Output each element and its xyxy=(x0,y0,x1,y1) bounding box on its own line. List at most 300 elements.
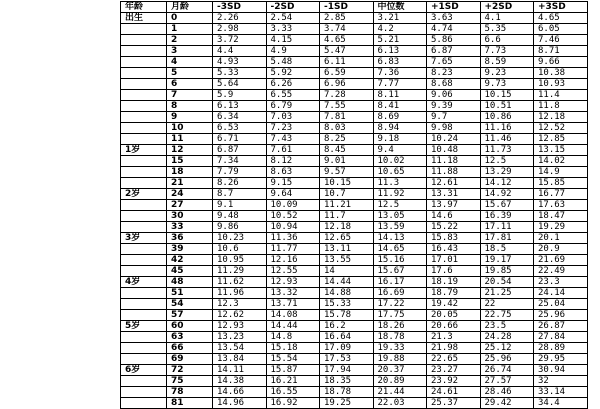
value-cell-minus-1sd: 6.11 xyxy=(320,57,374,68)
value-cell-median: 8.41 xyxy=(373,101,427,112)
value-cell-median: 21.44 xyxy=(373,387,427,398)
value-cell-minus-1sd: 17.53 xyxy=(320,354,374,365)
value-cell-minus-2sd: 4.15 xyxy=(266,35,320,46)
value-cell-plus-3sd: 25.04 xyxy=(534,299,588,310)
value-cell-plus-2sd: 20.54 xyxy=(480,277,534,288)
month-cell: 11 xyxy=(167,134,213,145)
value-cell-plus-1sd: 15.83 xyxy=(427,233,481,244)
age-cell xyxy=(121,90,167,101)
value-cell-plus-1sd: 11.18 xyxy=(427,156,481,167)
value-cell-minus-1sd: 18.78 xyxy=(320,387,374,398)
value-cell-median: 7.36 xyxy=(373,68,427,79)
value-cell-plus-1sd: 7.65 xyxy=(427,57,481,68)
value-cell-plus-1sd: 21.98 xyxy=(427,343,481,354)
value-cell-plus-3sd: 32 xyxy=(534,376,588,387)
value-cell-minus-2sd: 16.92 xyxy=(266,398,320,409)
value-cell-minus-3sd: 6.87 xyxy=(213,145,267,156)
value-cell-plus-1sd: 17.6 xyxy=(427,266,481,277)
table-row xyxy=(121,101,588,112)
value-cell-minus-3sd: 14.11 xyxy=(213,365,267,376)
value-cell-plus-2sd: 26.74 xyxy=(480,365,534,376)
table-row xyxy=(121,354,588,365)
value-cell-minus-2sd: 15.87 xyxy=(266,365,320,376)
value-cell-plus-2sd: 10.51 xyxy=(480,101,534,112)
value-cell-plus-3sd: 25.96 xyxy=(534,310,588,321)
value-cell-minus-2sd: 9.64 xyxy=(266,189,320,200)
value-cell-median: 18.26 xyxy=(373,321,427,332)
month-cell: 33 xyxy=(167,222,213,233)
age-cell xyxy=(121,123,167,134)
value-cell-minus-3sd: 8.26 xyxy=(213,178,267,189)
value-cell-minus-3sd: 8.7 xyxy=(213,189,267,200)
value-cell-minus-1sd: 8.45 xyxy=(320,145,374,156)
value-cell-median: 10.02 xyxy=(373,156,427,167)
value-cell-minus-2sd: 9.15 xyxy=(266,178,320,189)
value-cell-minus-1sd: 10.7 xyxy=(320,189,374,200)
value-cell-plus-1sd: 9.39 xyxy=(427,101,481,112)
month-cell: 66 xyxy=(167,343,213,354)
month-cell: 8 xyxy=(167,101,213,112)
month-cell: 30 xyxy=(167,211,213,222)
value-cell-plus-3sd: 22.49 xyxy=(534,266,588,277)
value-cell-median: 14.65 xyxy=(373,244,427,255)
value-cell-minus-1sd: 15.33 xyxy=(320,299,374,310)
table-row xyxy=(121,123,588,134)
value-cell-minus-2sd: 3.33 xyxy=(266,24,320,35)
age-cell xyxy=(121,57,167,68)
header-plus-3sd: +3SD xyxy=(534,2,588,13)
value-cell-plus-2sd: 14.92 xyxy=(480,189,534,200)
table-row xyxy=(121,299,588,310)
value-cell-minus-1sd: 12.65 xyxy=(320,233,374,244)
value-cell-minus-1sd: 7.55 xyxy=(320,101,374,112)
month-cell: 39 xyxy=(167,244,213,255)
value-cell-plus-1sd: 9.06 xyxy=(427,90,481,101)
value-cell-plus-2sd: 29.42 xyxy=(480,398,534,409)
value-cell-minus-2sd: 8.12 xyxy=(266,156,320,167)
value-cell-minus-2sd: 12.16 xyxy=(266,255,320,266)
table-row xyxy=(121,13,588,24)
month-cell: 54 xyxy=(167,299,213,310)
value-cell-median: 6.13 xyxy=(373,46,427,57)
value-cell-minus-2sd: 5.48 xyxy=(266,57,320,68)
value-cell-minus-2sd: 14.08 xyxy=(266,310,320,321)
month-cell: 57 xyxy=(167,310,213,321)
table-row xyxy=(121,90,588,101)
value-cell-minus-1sd: 14.88 xyxy=(320,288,374,299)
value-cell-minus-3sd: 14.96 xyxy=(213,398,267,409)
table-row xyxy=(121,277,588,288)
age-cell: 4岁 xyxy=(121,277,167,288)
value-cell-plus-2sd: 5.35 xyxy=(480,24,534,35)
value-cell-minus-1sd: 4.65 xyxy=(320,35,374,46)
value-cell-plus-3sd: 23.3 xyxy=(534,277,588,288)
value-cell-plus-1sd: 6.87 xyxy=(427,46,481,57)
header-median: 中位数 xyxy=(373,2,427,13)
value-cell-minus-3sd: 6.71 xyxy=(213,134,267,145)
age-cell: 5岁 xyxy=(121,321,167,332)
age-cell xyxy=(121,299,167,310)
value-cell-median: 19.88 xyxy=(373,354,427,365)
month-cell: 42 xyxy=(167,255,213,266)
value-cell-plus-1sd: 18.79 xyxy=(427,288,481,299)
value-cell-median: 8.94 xyxy=(373,123,427,134)
value-cell-plus-3sd: 26.87 xyxy=(534,321,588,332)
value-cell-minus-3sd: 6.53 xyxy=(213,123,267,134)
month-cell: 78 xyxy=(167,387,213,398)
value-cell-plus-3sd: 7.46 xyxy=(534,35,588,46)
month-cell: 27 xyxy=(167,200,213,211)
age-cell xyxy=(121,79,167,90)
table-row xyxy=(121,35,588,46)
age-cell xyxy=(121,167,167,178)
value-cell-minus-2sd: 15.54 xyxy=(266,354,320,365)
value-cell-plus-2sd: 19.85 xyxy=(480,266,534,277)
value-cell-minus-3sd: 10.6 xyxy=(213,244,267,255)
value-cell-plus-1sd: 4.74 xyxy=(427,24,481,35)
age-cell xyxy=(121,68,167,79)
table-row xyxy=(121,244,588,255)
value-cell-plus-1sd: 19.42 xyxy=(427,299,481,310)
age-cell xyxy=(121,200,167,211)
value-cell-median: 15.16 xyxy=(373,255,427,266)
value-cell-minus-3sd: 6.34 xyxy=(213,112,267,123)
age-cell xyxy=(121,112,167,123)
value-cell-plus-1sd: 24.61 xyxy=(427,387,481,398)
value-cell-plus-3sd: 14.9 xyxy=(534,167,588,178)
value-cell-plus-1sd: 13.97 xyxy=(427,200,481,211)
age-cell xyxy=(121,134,167,145)
value-cell-minus-3sd: 5.33 xyxy=(213,68,267,79)
value-cell-plus-2sd: 9.23 xyxy=(480,68,534,79)
value-cell-minus-2sd: 8.63 xyxy=(266,167,320,178)
value-cell-minus-3sd: 7.34 xyxy=(213,156,267,167)
value-cell-minus-2sd: 11.77 xyxy=(266,244,320,255)
table-row xyxy=(121,200,588,211)
month-cell: 1 xyxy=(167,24,213,35)
value-cell-plus-3sd: 8.71 xyxy=(534,46,588,57)
age-cell xyxy=(121,310,167,321)
table-row xyxy=(121,387,588,398)
value-cell-plus-3sd: 20.1 xyxy=(534,233,588,244)
value-cell-plus-2sd: 21.25 xyxy=(480,288,534,299)
value-cell-plus-2sd: 7.73 xyxy=(480,46,534,57)
value-cell-plus-1sd: 3.63 xyxy=(427,13,481,24)
value-cell-plus-3sd: 12.85 xyxy=(534,134,588,145)
value-cell-median: 13.05 xyxy=(373,211,427,222)
table-row xyxy=(121,332,588,343)
value-cell-minus-3sd: 12.93 xyxy=(213,321,267,332)
value-cell-minus-2sd: 4.9 xyxy=(266,46,320,57)
value-cell-plus-3sd: 11.8 xyxy=(534,101,588,112)
value-cell-plus-1sd: 14.6 xyxy=(427,211,481,222)
value-cell-plus-1sd: 8.23 xyxy=(427,68,481,79)
value-cell-plus-2sd: 16.39 xyxy=(480,211,534,222)
value-cell-minus-3sd: 12.62 xyxy=(213,310,267,321)
table-row xyxy=(121,79,588,90)
table-row xyxy=(121,211,588,222)
table-row xyxy=(121,376,588,387)
value-cell-plus-2sd: 24.28 xyxy=(480,332,534,343)
value-cell-median: 9.4 xyxy=(373,145,427,156)
value-cell-median: 9.18 xyxy=(373,134,427,145)
value-cell-minus-3sd: 14.38 xyxy=(213,376,267,387)
value-cell-minus-3sd: 10.23 xyxy=(213,233,267,244)
table-row xyxy=(121,145,588,156)
month-cell: 69 xyxy=(167,354,213,365)
month-cell: 72 xyxy=(167,365,213,376)
value-cell-minus-2sd: 13.71 xyxy=(266,299,320,310)
age-cell xyxy=(121,35,167,46)
value-cell-minus-3sd: 9.1 xyxy=(213,200,267,211)
month-cell: 15 xyxy=(167,156,213,167)
value-cell-minus-1sd: 10.15 xyxy=(320,178,374,189)
value-cell-minus-1sd: 12.18 xyxy=(320,222,374,233)
value-cell-plus-3sd: 9.66 xyxy=(534,57,588,68)
month-cell: 24 xyxy=(167,189,213,200)
age-cell xyxy=(121,244,167,255)
value-cell-plus-1sd: 23.27 xyxy=(427,365,481,376)
value-cell-minus-1sd: 11.7 xyxy=(320,211,374,222)
table-row xyxy=(121,57,588,68)
value-cell-median: 7.77 xyxy=(373,79,427,90)
month-cell: 48 xyxy=(167,277,213,288)
value-cell-plus-1sd: 23.92 xyxy=(427,376,481,387)
value-cell-minus-2sd: 16.21 xyxy=(266,376,320,387)
value-cell-minus-3sd: 2.98 xyxy=(213,24,267,35)
value-cell-plus-1sd: 5.86 xyxy=(427,35,481,46)
value-cell-plus-1sd: 20.05 xyxy=(427,310,481,321)
value-cell-plus-2sd: 4.1 xyxy=(480,13,534,24)
month-cell: 63 xyxy=(167,332,213,343)
value-cell-minus-3sd: 13.54 xyxy=(213,343,267,354)
value-cell-plus-2sd: 11.46 xyxy=(480,134,534,145)
age-cell xyxy=(121,101,167,112)
value-cell-minus-1sd: 7.81 xyxy=(320,112,374,123)
age-cell xyxy=(121,255,167,266)
value-cell-plus-2sd: 17.81 xyxy=(480,233,534,244)
value-cell-median: 12.5 xyxy=(373,200,427,211)
value-cell-minus-1sd: 17.09 xyxy=(320,343,374,354)
value-cell-plus-3sd: 14.02 xyxy=(534,156,588,167)
month-cell: 60 xyxy=(167,321,213,332)
value-cell-minus-3sd: 14.66 xyxy=(213,387,267,398)
value-cell-minus-1sd: 17.94 xyxy=(320,365,374,376)
month-cell: 6 xyxy=(167,79,213,90)
value-cell-minus-1sd: 15.78 xyxy=(320,310,374,321)
table-row xyxy=(121,266,588,277)
value-cell-median: 6.83 xyxy=(373,57,427,68)
value-cell-plus-2sd: 17.11 xyxy=(480,222,534,233)
value-cell-minus-2sd: 6.55 xyxy=(266,90,320,101)
table-row xyxy=(121,156,588,167)
value-cell-minus-2sd: 15.18 xyxy=(266,343,320,354)
age-cell xyxy=(121,288,167,299)
value-cell-minus-1sd: 6.59 xyxy=(320,68,374,79)
value-cell-plus-3sd: 17.63 xyxy=(534,200,588,211)
value-cell-plus-1sd: 25.37 xyxy=(427,398,481,409)
header-row xyxy=(121,2,588,13)
value-cell-minus-1sd: 16.64 xyxy=(320,332,374,343)
value-cell-minus-3sd: 6.13 xyxy=(213,101,267,112)
value-cell-plus-2sd: 22.75 xyxy=(480,310,534,321)
value-cell-plus-1sd: 8.68 xyxy=(427,79,481,90)
value-cell-minus-1sd: 9.01 xyxy=(320,156,374,167)
table-row xyxy=(121,222,588,233)
value-cell-median: 8.11 xyxy=(373,90,427,101)
value-cell-median: 19.33 xyxy=(373,343,427,354)
table-row xyxy=(121,112,588,123)
value-cell-median: 22.03 xyxy=(373,398,427,409)
age-cell xyxy=(121,178,167,189)
value-cell-minus-1sd: 7.28 xyxy=(320,90,374,101)
table-row xyxy=(121,321,588,332)
value-cell-minus-2sd: 7.61 xyxy=(266,145,320,156)
value-cell-minus-1sd: 13.55 xyxy=(320,255,374,266)
value-cell-plus-1sd: 15.22 xyxy=(427,222,481,233)
value-cell-minus-2sd: 6.79 xyxy=(266,101,320,112)
value-cell-minus-1sd: 8.03 xyxy=(320,123,374,134)
value-cell-plus-3sd: 27.84 xyxy=(534,332,588,343)
value-cell-plus-3sd: 18.47 xyxy=(534,211,588,222)
value-cell-minus-2sd: 14.8 xyxy=(266,332,320,343)
value-cell-plus-3sd: 30.94 xyxy=(534,365,588,376)
value-cell-plus-3sd: 28.89 xyxy=(534,343,588,354)
value-cell-minus-3sd: 2.26 xyxy=(213,13,267,24)
header-plus-2sd: +2SD xyxy=(480,2,534,13)
header-month: 月龄 xyxy=(167,2,213,13)
value-cell-plus-3sd: 16.77 xyxy=(534,189,588,200)
value-cell-plus-3sd: 15.85 xyxy=(534,178,588,189)
table-row xyxy=(121,167,588,178)
value-cell-median: 5.21 xyxy=(373,35,427,46)
age-cell xyxy=(121,376,167,387)
value-cell-plus-3sd: 33.14 xyxy=(534,387,588,398)
value-cell-minus-3sd: 3.72 xyxy=(213,35,267,46)
month-cell: 45 xyxy=(167,266,213,277)
value-cell-plus-2sd: 11.73 xyxy=(480,145,534,156)
value-cell-minus-3sd: 11.62 xyxy=(213,277,267,288)
value-cell-minus-3sd: 7.79 xyxy=(213,167,267,178)
value-cell-minus-3sd: 12.3 xyxy=(213,299,267,310)
value-cell-median: 11.3 xyxy=(373,178,427,189)
age-cell xyxy=(121,156,167,167)
table-row xyxy=(121,46,588,57)
value-cell-plus-3sd: 10.38 xyxy=(534,68,588,79)
value-cell-minus-3sd: 9.86 xyxy=(213,222,267,233)
age-cell: 出生 xyxy=(121,13,167,24)
month-cell: 51 xyxy=(167,288,213,299)
value-cell-minus-3sd: 4.93 xyxy=(213,57,267,68)
value-cell-plus-2sd: 22 xyxy=(480,299,534,310)
value-cell-median: 20.89 xyxy=(373,376,427,387)
table-row xyxy=(121,178,588,189)
value-cell-median: 14.13 xyxy=(373,233,427,244)
value-cell-minus-3sd: 5.64 xyxy=(213,79,267,90)
value-cell-plus-2sd: 8.59 xyxy=(480,57,534,68)
value-cell-minus-1sd: 5.47 xyxy=(320,46,374,57)
value-cell-minus-2sd: 10.09 xyxy=(266,200,320,211)
month-cell: 0 xyxy=(167,13,213,24)
month-cell: 36 xyxy=(167,233,213,244)
value-cell-plus-3sd: 19.29 xyxy=(534,222,588,233)
header-minus-3sd: -3SD xyxy=(213,2,267,13)
value-cell-minus-1sd: 9.57 xyxy=(320,167,374,178)
value-cell-plus-3sd: 10.93 xyxy=(534,79,588,90)
month-cell: 21 xyxy=(167,178,213,189)
value-cell-minus-2sd: 14.44 xyxy=(266,321,320,332)
value-cell-median: 13.59 xyxy=(373,222,427,233)
value-cell-plus-2sd: 28.46 xyxy=(480,387,534,398)
header-plus-1sd: +1SD xyxy=(427,2,481,13)
month-cell: 9 xyxy=(167,112,213,123)
value-cell-plus-3sd: 11.4 xyxy=(534,90,588,101)
month-cell: 81 xyxy=(167,398,213,409)
value-cell-minus-1sd: 13.11 xyxy=(320,244,374,255)
value-cell-plus-1sd: 9.98 xyxy=(427,123,481,134)
value-cell-median: 11.92 xyxy=(373,189,427,200)
value-cell-minus-3sd: 5.9 xyxy=(213,90,267,101)
value-cell-plus-3sd: 20.9 xyxy=(534,244,588,255)
value-cell-plus-3sd: 24.14 xyxy=(534,288,588,299)
value-cell-plus-1sd: 11.88 xyxy=(427,167,481,178)
value-cell-minus-1sd: 16.2 xyxy=(320,321,374,332)
value-cell-minus-2sd: 10.94 xyxy=(266,222,320,233)
value-cell-median: 15.67 xyxy=(373,266,427,277)
header-minus-1sd: -1SD xyxy=(320,2,374,13)
value-cell-plus-3sd: 6.05 xyxy=(534,24,588,35)
age-cell xyxy=(121,211,167,222)
month-cell: 18 xyxy=(167,167,213,178)
value-cell-plus-1sd: 21.3 xyxy=(427,332,481,343)
value-cell-minus-2sd: 5.92 xyxy=(266,68,320,79)
age-cell: 3岁 xyxy=(121,233,167,244)
value-cell-minus-2sd: 13.32 xyxy=(266,288,320,299)
value-cell-minus-1sd: 18.35 xyxy=(320,376,374,387)
value-cell-plus-2sd: 23.5 xyxy=(480,321,534,332)
value-cell-plus-2sd: 11.16 xyxy=(480,123,534,134)
table-row xyxy=(121,365,588,376)
value-cell-plus-1sd: 13.31 xyxy=(427,189,481,200)
value-cell-minus-3sd: 11.96 xyxy=(213,288,267,299)
value-cell-plus-2sd: 14.12 xyxy=(480,178,534,189)
value-cell-plus-1sd: 16.43 xyxy=(427,244,481,255)
table-row xyxy=(121,288,588,299)
table-row xyxy=(121,134,588,145)
month-cell: 10 xyxy=(167,123,213,134)
table-row xyxy=(121,310,588,321)
age-cell xyxy=(121,398,167,409)
age-cell: 6岁 xyxy=(121,365,167,376)
value-cell-plus-3sd: 29.95 xyxy=(534,354,588,365)
value-cell-minus-1sd: 14 xyxy=(320,266,374,277)
value-cell-minus-3sd: 9.48 xyxy=(213,211,267,222)
value-cell-plus-3sd: 13.15 xyxy=(534,145,588,156)
value-cell-plus-1sd: 10.24 xyxy=(427,134,481,145)
value-cell-minus-3sd: 11.29 xyxy=(213,266,267,277)
value-cell-plus-1sd: 18.19 xyxy=(427,277,481,288)
table-row xyxy=(121,68,588,79)
value-cell-median: 4.2 xyxy=(373,24,427,35)
value-cell-minus-2sd: 7.43 xyxy=(266,134,320,145)
value-cell-median: 20.37 xyxy=(373,365,427,376)
value-cell-minus-1sd: 14.44 xyxy=(320,277,374,288)
value-cell-minus-2sd: 2.54 xyxy=(266,13,320,24)
value-cell-median: 8.69 xyxy=(373,112,427,123)
value-cell-minus-2sd: 12.93 xyxy=(266,277,320,288)
value-cell-minus-1sd: 11.21 xyxy=(320,200,374,211)
value-cell-plus-2sd: 18.5 xyxy=(480,244,534,255)
